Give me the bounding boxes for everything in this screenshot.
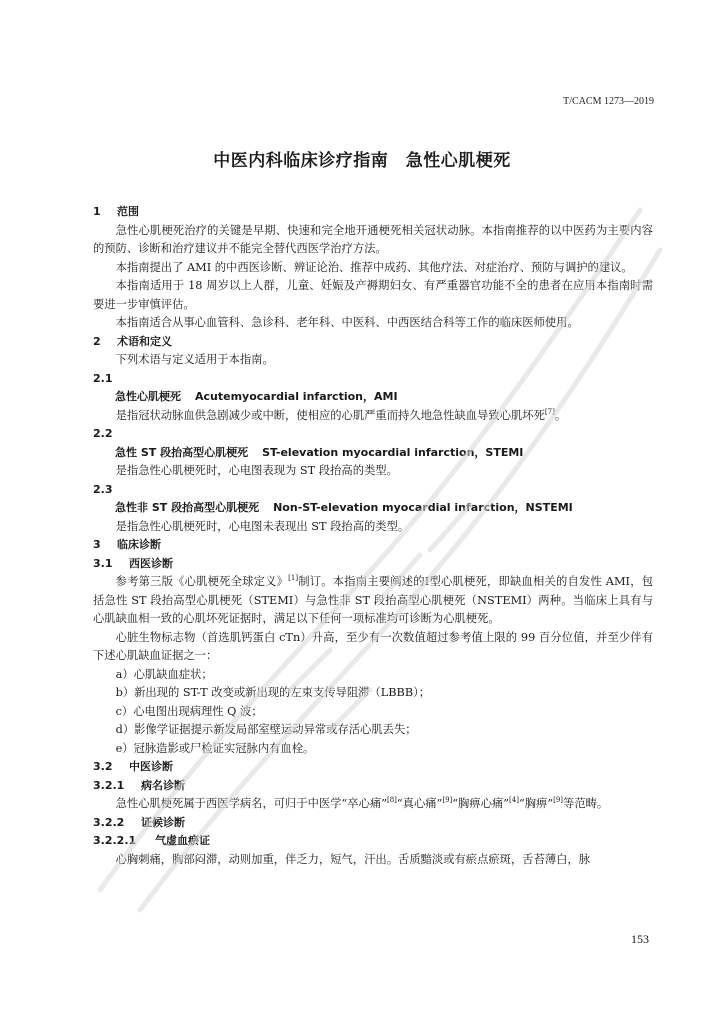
section-heading: 2 术语和定义: [93, 334, 172, 348]
subsection-heading: 3.2.2.1 气虚血瘀证: [93, 834, 210, 847]
subsection-heading: 3.2 中医诊断: [93, 760, 173, 773]
subsection-heading: 3.1 西医诊断: [93, 556, 173, 570]
term-definition: 是指冠状动脉血供急剧减少或中断，使相应的心肌严重而持久地急性缺血导致心肌坏死[7]。: [115, 407, 567, 422]
paragraph: 本指南提出了 AMI 的中西医诊断、辨证论治、推荐中成药、其他疗法、对症治疗、预防与调护的建议。: [115, 260, 633, 274]
term-number: 2.2: [93, 427, 113, 440]
list-item: b）新出现的 ST-T 改变或新出现的左束支传导阻滞（LBBB）；: [115, 686, 431, 699]
paragraph: 急性心肌梗死属于西医学病名，可归于中医学“卒心痛”[8]“真心痛”[9]“胸痹心痛”[4]“胸痹”[9]等范畴。: [115, 796, 609, 810]
document-body: [93, 203, 653, 869]
list-item: e）冠脉造影或尸检证实冠脉内有血栓。: [115, 741, 315, 755]
term-number: 2.3: [93, 482, 113, 496]
paragraph: 参考第三版《心肌梗死全球定义》[1]制订。本指南主要阐述的Ⅰ型心肌梗死，即缺血相关的自发性 AMI，包括急性 ST 段抬高型心肌梗死（STEMI）与急性非 ST 段抬高型心肌梗死（NSTEMI）两种。当临床上具有与心肌缺血相一致的心肌坏死证据时，满足以下任何一项标准均可诊断为心肌梗死。: [93, 574, 653, 625]
list-item: a）心肌缺血症状；: [115, 667, 213, 681]
paragraph: 本指南适用于 18 周岁以上人群，儿童、妊娠及产褥期妇女、有严重器官功能不全的患者在应用本指南时需要进一步审慎评估。: [93, 279, 653, 311]
section-heading: 1 范围: [93, 205, 139, 218]
paragraph: 心脏生物标志物（首选肌钙蛋白 cTn）升高，至少有一次数值超过参考值上限的 99 百分位值，并至少伴有下述心肌缺血证据之一：: [93, 630, 653, 662]
term-title: 急性非 ST 段抬高型心肌梗死 Non-ST-elevation myocardial infarction，NSTEMI: [115, 501, 573, 514]
term-definition: 是指急性心肌梗死时，心电图表现为 ST 段抬高的类型。: [115, 464, 398, 477]
document-title: 中医内科临床诊疗指南 急性心肌梗死: [213, 151, 511, 171]
page-number: 153: [631, 932, 649, 946]
subsection-heading: 3.2.2 证候诊断: [93, 815, 185, 829]
standard-number: T/CACM 1273—2019: [563, 96, 654, 107]
term-title: 急性心肌梗死 Acutemyocardial infarction，AMI: [115, 390, 398, 403]
list-item: d）影像学证据提示新发局部室壁运动异常或存活心肌丢失；: [115, 723, 417, 736]
paragraph: 急性心肌梗死治疗的关键是早期、快速和完全地开通梗死相关冠状动脉。本指南推荐的以中医药为主要内容的预防、诊断和治疗建议并不能完全替代西医学治疗方法。: [93, 223, 653, 255]
section-heading: 3 临床诊断: [93, 538, 161, 551]
term-title: 急性 ST 段抬高型心肌梗死 ST-elevation myocardial infarction，STEMI: [115, 445, 524, 459]
paragraph: 心胸刺痛，胸部闷滞，动则加重，伴乏力，短气，汗出。舌质黯淡或有瘀点瘀斑，舌苔薄白，脉: [115, 852, 591, 866]
subsection-heading: 3.2.1 病名诊断: [93, 778, 185, 792]
term-definition: 是指急性心肌梗死时，心电图未表现出 ST 段抬高的类型。: [115, 519, 410, 533]
term-number: 2.1: [93, 371, 113, 385]
paragraph: 本指南适合从事心血管科、急诊科、老年科、中医科、中西医结合科等工作的临床医师使用。: [115, 316, 579, 329]
list-item: c）心电图出现病理性 Q 波；: [115, 704, 263, 718]
paragraph: 下列术语与定义适用于本指南。: [115, 353, 274, 366]
